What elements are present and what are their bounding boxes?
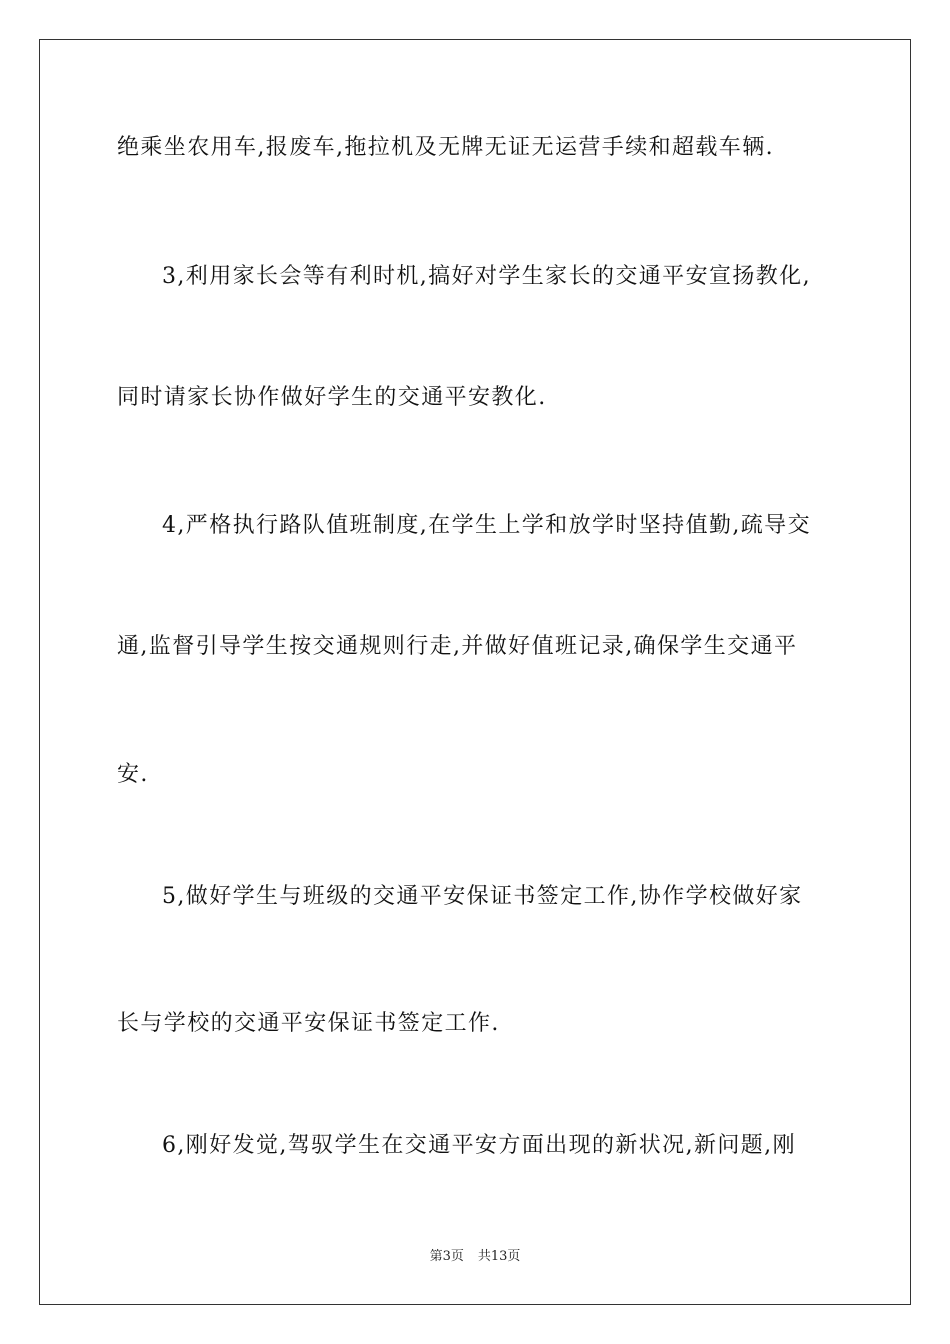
text-line-3: 同时请家长协作做好学生的交通平安教化. bbox=[117, 385, 547, 410]
text-line-6: 安. bbox=[117, 762, 149, 787]
page-border bbox=[39, 39, 911, 1305]
text-line-9: 6,刚好发觉,驾驭学生在交通平安方面出现的新状况,新问题,刚 bbox=[162, 1133, 796, 1158]
text-line-7: 5,做好学生与班级的交通平安保证书签定工作,协作学校做好家 bbox=[162, 884, 803, 909]
text-line-5: 通,监督引导学生按交通规则行走,并做好值班记录,确保学生交通平 bbox=[117, 634, 798, 659]
text-line-4: 4,严格执行路队值班制度,在学生上学和放学时坚持值勤,疏导交 bbox=[162, 513, 811, 538]
text-line-8: 长与学校的交通平安保证书签定工作. bbox=[117, 1011, 500, 1036]
page-total: 共13页 bbox=[477, 1249, 521, 1264]
page-number: 第3页 bbox=[429, 1249, 464, 1264]
text-line-1: 绝乘坐农用车,报废车,拖拉机及无牌无证无运营手续和超载车辆. bbox=[117, 135, 774, 160]
page-footer bbox=[0, 1249, 950, 1265]
text-line-2: 3,利用家长会等有利时机,搞好对学生家长的交通平安宣扬教化, bbox=[162, 264, 811, 289]
